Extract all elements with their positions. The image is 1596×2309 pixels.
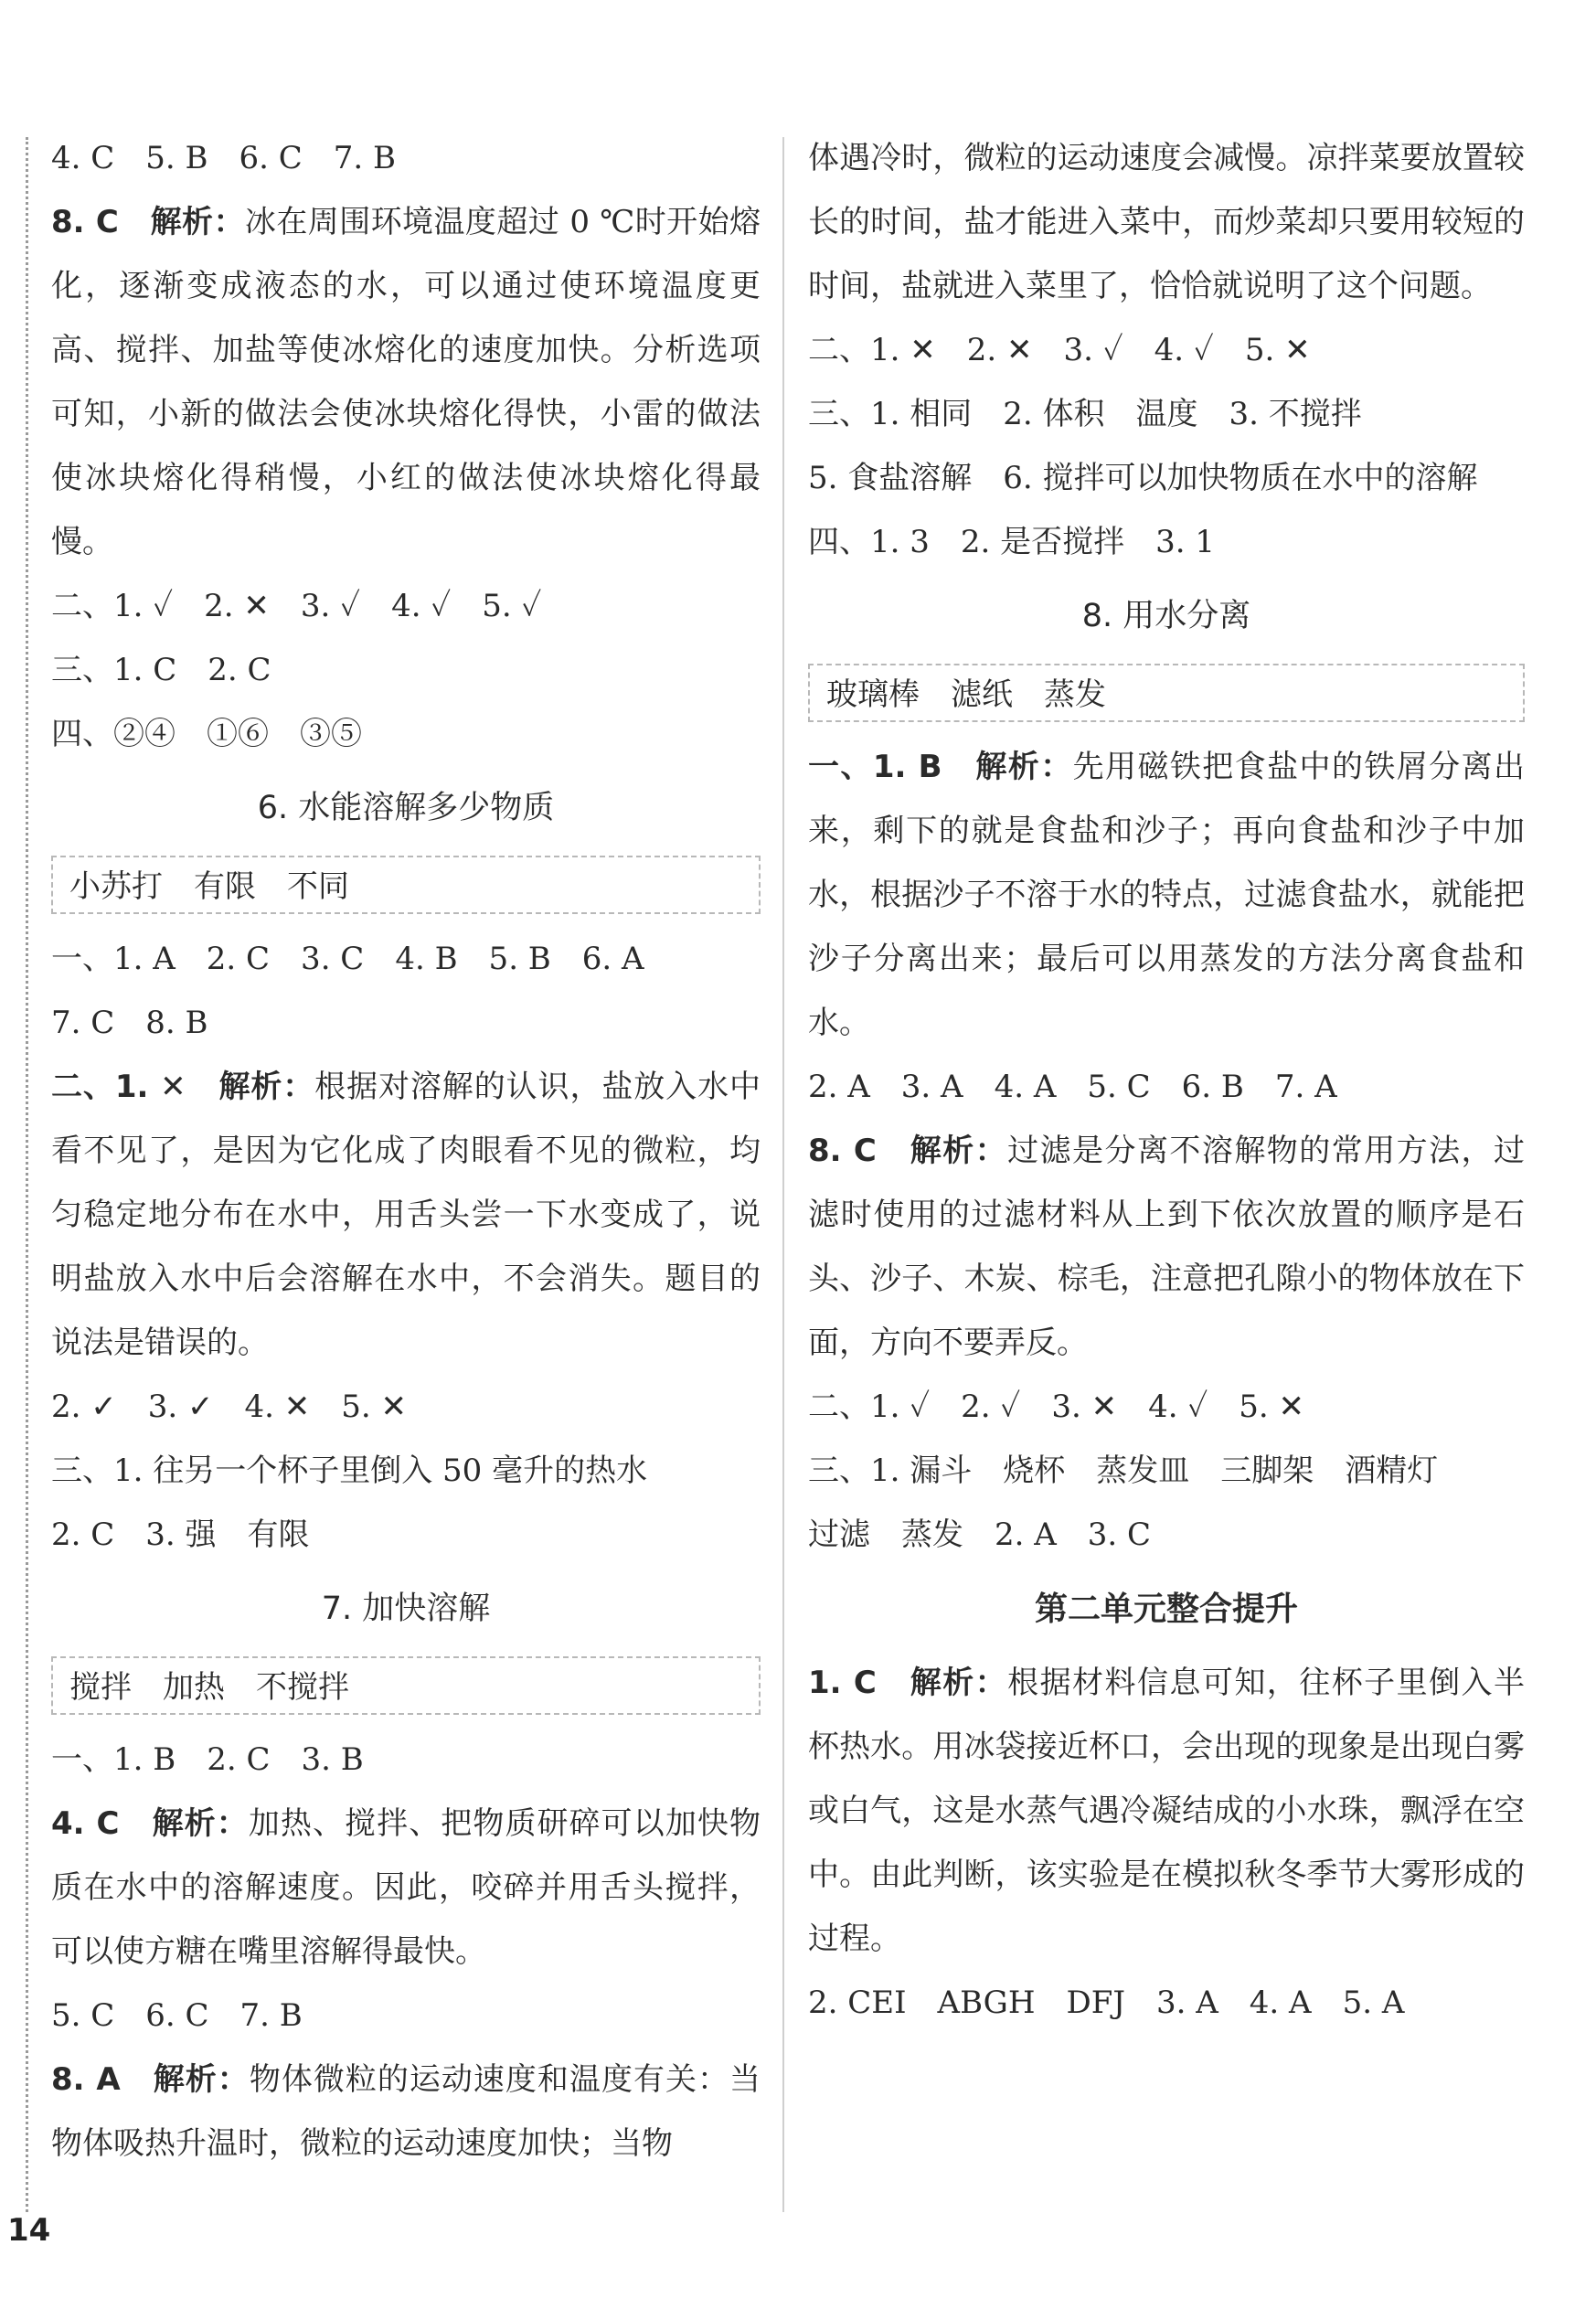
answer-line: 4. C 5. B 6. C 7. B	[51, 140, 396, 176]
keyword-box: 玻璃棒 滤纸 蒸发	[808, 664, 1525, 722]
keyword-box: 搅拌 加热 不搅拌	[51, 1656, 761, 1715]
analysis-text: 加热、搅拌、把物质研碎可以加快物质在水中的溶解速度。因此，咬碎并用舌头搅拌，可以使方糖在嘴里溶解得最快。	[51, 1805, 761, 1970]
unit-review-title: 第二单元整合提升	[1034, 1590, 1298, 1628]
analysis-block	[51, 2048, 761, 2176]
analysis-text: 物体微粒的运动速度和温度有关：当物体吸热升温时，微粒的运动速度加快；当物	[51, 2061, 761, 2162]
analysis-text: 根据材料信息可知，往杯子里倒入半杯热水。用冰袋接近杯口，会出现的现象是出现白雾或白气，这是水蒸气遇冷凝结成的小水珠，飘浮在空中。由此判断，该实验是在模拟秋冬季节大雾形成的过程。	[808, 1665, 1525, 1957]
answer-line: 三、1. 相同 2. 体积 温度 3. 不搅拌	[808, 396, 1362, 432]
answer-line: 2. C 3. 强 有限	[51, 1516, 310, 1553]
analysis-text: 过滤是分离不溶解物的常用方法，过滤时使用的过滤材料从上到下依次放置的顺序是石头、沙子、木炭、棕毛，注意把孔隙小的物体放在下面，方向不要弄反。	[808, 1133, 1525, 1361]
analysis-block	[51, 1792, 761, 1984]
column-divider	[782, 137, 784, 2212]
analysis-block	[51, 1055, 761, 1375]
analysis-block	[808, 735, 1525, 1055]
analysis-block	[808, 1651, 1525, 1971]
answer-line: 三、1. 往另一个杯子里倒入 50 毫升的热水	[51, 1452, 648, 1489]
left-column	[51, 126, 761, 2176]
analysis-text: 先用磁铁把食盐中的铁屑分离出来，剩下的就是食盐和沙子；再向食盐和沙子中加水，根据沙子不溶于水的特点，过滤食盐水，就能把沙子分离出来；最后可以用蒸发的方法分离食盐和水。	[808, 749, 1526, 1041]
page-number: 14	[7, 2212, 51, 2249]
analysis-label: 8. C 解析：	[51, 204, 245, 240]
section-title: 8. 用水分离	[1081, 598, 1251, 634]
answer-line: 四、②④ ①⑥ ③⑤	[51, 716, 362, 752]
section-title: 7. 加快溶解	[321, 1591, 491, 1627]
analysis-label: 1. C 解析：	[808, 1665, 1008, 1701]
answer-line: 一、1. B 2. C 3. B	[51, 1741, 364, 1778]
answer-line: 三、1. C 2. C	[51, 652, 271, 688]
answer-line: 二、1. ✕ 2. ✕ 3. ✓ 4. ✓ 5. ✕	[808, 332, 1311, 368]
analysis-text: 根据对溶解的认识，盐放入水中看不见了，是因为它化成了肉眼看不见的微粒，均匀稳定地分布在水中，用舌头尝一下水变成了，说明盐放入水中后会溶解在水中，不会消失。题目的说法是错误的。	[51, 1069, 761, 1361]
analysis-label: 二、1. ✕ 解析：	[51, 1069, 315, 1105]
analysis-label: 8. C 解析：	[808, 1133, 1008, 1169]
keyword-box: 小苏打 有限 不同	[51, 856, 761, 914]
answer-line: 一、1. A 2. C 3. C 4. B 5. B 6. A	[51, 941, 644, 977]
left-margin-rule	[26, 137, 28, 2212]
analysis-label: 4. C 解析：	[51, 1805, 249, 1842]
section-title: 6. 水能溶解多少物质	[257, 790, 555, 826]
answer-line: 2. CEI ABGH DFJ 3. A 4. A 5. A	[808, 1984, 1405, 2021]
answer-line: 7. C 8. B	[51, 1005, 208, 1041]
answer-line: 2. A 3. A 4. A 5. C 6. B 7. A	[808, 1069, 1337, 1105]
answer-line: 2. ✓ 3. ✓ 4. ✕ 5. ✕	[51, 1389, 407, 1425]
analysis-label: 一、1. B 解析：	[808, 749, 1073, 785]
answer-line: 5. C 6. C 7. B	[51, 1997, 303, 2034]
answer-line: 5. 食盐溶解 6. 搅拌可以加快物质在水中的溶解	[808, 460, 1478, 496]
analysis-text: 冰在周围环境温度超过 0 ℃时开始熔化，逐渐变成液态的水，可以通过使环境温度更高、搅拌、加盐等使冰熔化的速度加快。分析选项可知，小新的做法会使冰块熔化得快，小雷的做法使冰块熔化得稍慢，小红的做法使冰块熔化得最慢。	[51, 204, 761, 560]
right-column	[808, 126, 1525, 2035]
analysis-label: 8. A 解析：	[51, 2061, 250, 2098]
answer-line: 二、1. ✓ 2. ✕ 3. ✓ 4. ✓ 5. ✓	[51, 588, 542, 624]
answer-line: 三、1. 漏斗 烧杯 蒸发皿 三脚架 酒精灯	[808, 1452, 1439, 1489]
analysis-block	[808, 1119, 1525, 1375]
analysis-continuation: 体遇冷时，微粒的运动速度会减慢。凉拌菜要放置较长的时间，盐才能进入菜中，而炒菜却只要用较短的时间，盐就进入菜里了，恰恰就说明了这个问题。	[808, 140, 1525, 304]
answer-line: 过滤 蒸发 2. A 3. C	[808, 1516, 1152, 1553]
answer-line: 二、1. ✓ 2. ✓ 3. ✕ 4. ✓ 5. ✕	[808, 1389, 1305, 1425]
analysis-block	[51, 190, 761, 574]
answer-line: 四、1. 3 2. 是否搅拌 3. 1	[808, 524, 1216, 560]
